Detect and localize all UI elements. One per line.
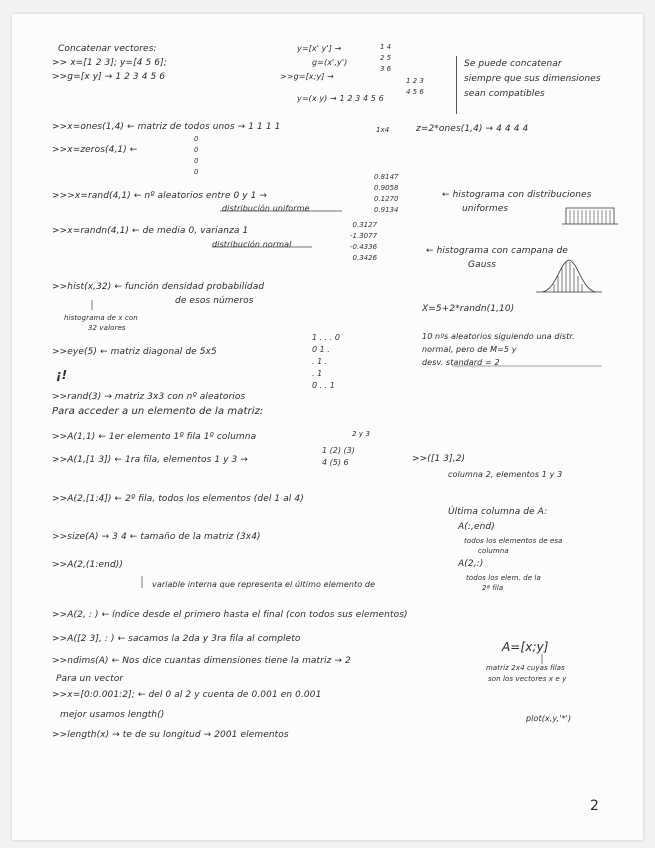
note-hist-gauss: ← histograma con campana de: [426, 246, 568, 256]
rand-column: 0.8147 0.9058 0.1270 0.9134: [374, 173, 399, 214]
note-col-concat-2: g=(x',y'): [312, 58, 348, 67]
line-zeros: >>x=zeros(4,1) ←: [52, 145, 138, 155]
line-ones: >>x=ones(1,4) ← matriz de todos unos → 1 1 1 1: [52, 122, 281, 132]
rows-2x3: 1 2 3 4 5 6: [406, 77, 424, 96]
line-randn: >>x=randn(4,1) ← de media 0, varianza 1: [52, 226, 249, 236]
line-size: >>size(A) → 3 4 ← tamaño de la matriz (3x4): [52, 532, 261, 542]
line-rand: >>>x=rand(4,1) ← nº aleatorios entre 0 y 1 →: [52, 191, 268, 201]
page-number: 2: [590, 798, 600, 814]
note-2x4-matrix: matriz 2x4 cuyas filas: [486, 664, 565, 672]
note-2nd-row: 2ª fila: [482, 584, 504, 592]
label-32-values: 32 valores: [88, 324, 126, 332]
note-all-elements: todos los elementos de esa: [464, 537, 563, 545]
ink-strokes: [12, 14, 643, 840]
label-uniform: distribución uniforme: [222, 204, 310, 213]
note-2y3: 2 y 3: [352, 430, 370, 438]
note-hist-uniform-2: uniformes: [462, 204, 509, 214]
line-ndims: >>ndims(A) ← Nos dice cuantas dimensiones tiene la matriz → 2: [52, 656, 351, 666]
A-rows-circled: 1 (2) (3) 4 (5) 6: [322, 446, 355, 467]
line-hist: >>hist(x,32) ← función densidad probabilidad: [52, 282, 265, 292]
note-last-column: Última columna de A:: [448, 507, 548, 517]
concat-column-values: 1 4 2 5 3 6: [380, 43, 392, 73]
heading-concatenate: Concatenar vectores:: [58, 44, 157, 54]
note-end-variable: variable interna que representa el último elemento de: [152, 580, 376, 589]
note-box-line-3: sean compatibles: [464, 89, 545, 99]
note-hist-gauss-2: Gauss: [468, 260, 497, 270]
note-row-elements: todos los elem. de la: [466, 574, 541, 582]
note-box-line-2: siempre que sus dimensiones: [464, 74, 601, 84]
line-define-xy: >> x=[1 2 3]; y=[4 5 6];: [52, 58, 167, 68]
line-A2-colon: >>A(2, : ) ← índice desde el primero hasta el final (con todos sus elementos): [52, 610, 408, 620]
line-eye: >>eye(5) ← matriz diagonal de 5x5: [52, 347, 217, 357]
randn-column: 0.3127 -1.3077 -0.4336 0.3426: [350, 221, 378, 262]
line-col-access: >>([1 3],2): [412, 454, 466, 464]
note-A-end: A(:,end): [458, 522, 495, 532]
note-vectors-rows: son los vectores x e y: [488, 675, 567, 683]
note-plot: plot(x,y,'*'): [526, 714, 572, 723]
note-randn-desc-2: normal, pero de M=5 y: [422, 345, 517, 354]
line-A1-13: >>A(1,[1 3]) ← 1ra fila, elementos 1 y 3 →: [52, 455, 248, 465]
zeros-column: 0 0 0 0: [194, 135, 199, 176]
line-rand3: >>rand(3) → matriz 3x3 con nº aleatorios: [52, 392, 246, 402]
line-length: >>length(x) → te de su longitud → 2001 elementos: [52, 730, 289, 740]
label-length-hint: mejor usamos length(): [60, 710, 165, 720]
note-hist-uniform: ← histograma con distribuciones: [442, 190, 592, 200]
eye-matrix: 1 . . . 0 0 1 . . 1 . . 1 0 . . 1: [312, 333, 340, 390]
line-range-vector: >>x=[0:0.001:2]; ← del 0 al 2 y cuenta de 0.001 en 0.001: [52, 690, 322, 700]
exclamation-note: ¡!: [56, 368, 68, 382]
notebook-page: [12, 14, 643, 840]
note-col-concat: y=[x' y'] →: [297, 44, 342, 53]
line-A11: >>A(1,1) ← 1er elemento 1º fila 1º columna: [52, 432, 257, 442]
note-row-concat: y=(x y) → 1 2 3 4 5 6: [297, 94, 384, 103]
note-box-line-1: Se puede concatenar: [464, 59, 562, 69]
line-A2-range: >>A(2,[1:4]) ← 2º fila, todos los elementos (del 1 al 4): [52, 494, 304, 504]
heading-access: Para acceder a un elemento de la matriz:: [52, 406, 264, 417]
note-column: columna: [478, 547, 509, 555]
note-A-xy: A=[x;y]: [502, 640, 549, 654]
note-twice-ones: z=2*ones(1,4) → 4 4 4 4: [416, 124, 529, 134]
line-A23: >>A([2 3], : ) ← sacamos la 2da y 3ra fila al completo: [52, 634, 301, 644]
note-randn-desc-1: 10 nºs aleatorios siguiendo una distr.: [422, 332, 575, 341]
note-col2-elements: columna 2, elementos 1 y 3: [448, 470, 563, 479]
note-randn-scaled: X=5+2*randn(1,10): [422, 304, 515, 314]
line-concat-row: >>g=[x y] → 1 2 3 4 5 6: [52, 72, 166, 82]
label-hist-x: histograma de x con: [64, 314, 138, 322]
line-hist-2: de esos números: [175, 296, 254, 306]
line-A2-end: >>A(2,(1:end)): [52, 560, 123, 570]
label-normal: distribución normal: [212, 240, 292, 249]
note-randn-desc-3: desv. standard = 2: [422, 358, 500, 367]
label-vector: Para un vector: [56, 674, 124, 684]
note-A2-colon: A(2,:): [458, 559, 484, 569]
note-vert-concat: >>g=[x;y] →: [280, 72, 334, 81]
note-size-1x4: 1x4: [376, 126, 390, 134]
